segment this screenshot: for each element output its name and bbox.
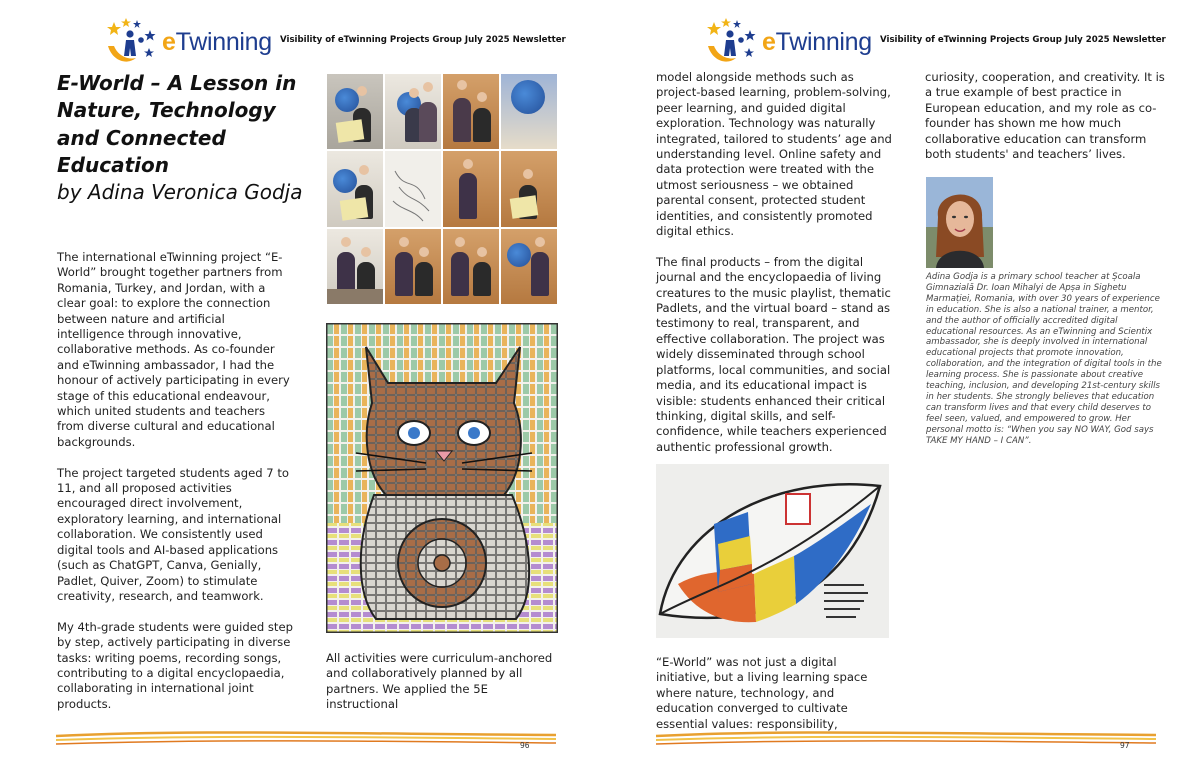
footer-wave-icon — [656, 727, 1156, 751]
logo-wordmark: eTwinning — [762, 28, 872, 56]
paragraph: The final products – from the digital journal and the encyclopaedia of living creatures to the music playlist, thematic Padlets, and the virtual board – stand as testimony to real, transparent, and effective collaboration. The project was widely disseminated through school platforms, local communities, and social media, and its educational impact is visible: students enhanced their critical thinking, digital skills, and self-confidence, while teachers experienced authentic professional growth. — [656, 254, 891, 454]
photo-tile — [443, 229, 499, 304]
paragraph: My 4th-grade students were guided step by step, actively participating in diverse tasks: writing poems, recording songs, contributing to a digital encyclopaedia, collaborating in international joint products. — [57, 619, 293, 711]
newsletter-title: Visibility of eTwinning Projects Group July 2025 Newsletter — [880, 35, 1166, 45]
author-portrait-icon — [926, 177, 993, 268]
photo-tile — [385, 151, 441, 226]
article-title: E-World – A Lesson in Nature, Technology and Connected Education — [57, 71, 297, 177]
paragraph: “E-World” was not just a digital initiative, but a living learning space where nature, technology, and education converged to cultivate essential values: responsibility, — [656, 655, 868, 731]
photo-tile — [385, 74, 441, 149]
page-header — [104, 14, 584, 68]
etwinning-stars-icon — [704, 16, 764, 66]
photo-tile — [327, 229, 383, 304]
photo-tile — [327, 74, 383, 149]
article-heading — [57, 70, 307, 206]
paragraph: The project targeted students aged 7 to 11, and all proposed activities encouraged direct involvement, exploratory learning, and international collaboration. We consistently used digital tools and AI-based applications (such as ChatGPT, Canva, Genially, Padlet, Quiver, Zoom) to stimulate creativity, research, and teamwork. — [57, 465, 289, 603]
logo-wordmark: eTwinning — [162, 28, 272, 56]
flag-globe-drawing — [656, 464, 889, 638]
author-portrait — [926, 177, 993, 268]
left-text-column — [57, 250, 293, 728]
paragraph: model alongside methods such as project-based learning, problem-solving, peer learning, and guided digital exploration. Technology was naturally integrated, tailored to students’ age and understanding level. Online safety and data protection were treated with the utmost seriousness – we obtained parental consent, protected student identities, and consistently promoted digital ethics. — [656, 70, 892, 239]
right-text-column-2 — [925, 70, 1165, 178]
photo-tile — [501, 74, 557, 149]
page-header — [704, 14, 1184, 68]
etwinning-logo — [704, 16, 874, 66]
right-text-column-1 — [656, 70, 892, 471]
newsletter-title: Visibility of eTwinning Projects Group July 2025 Newsletter — [280, 35, 566, 45]
cat-mosaic-drawing — [326, 323, 558, 633]
paragraph: curiosity, cooperation, and creativity. It is a true example of best practice in European education, and my role as co-founder has shown me how much collaborative education can transform both students' and teachers’ lives. — [925, 70, 1165, 162]
photo-tile — [443, 74, 499, 149]
photo-tile — [501, 151, 557, 226]
photo-tile — [443, 151, 499, 226]
photo-tile — [327, 151, 383, 226]
article-byline: by Adina Veronica Godja — [57, 180, 303, 205]
drawing-sketch-icon — [385, 151, 440, 225]
photo-collage — [327, 74, 557, 304]
photo-tile — [385, 229, 441, 304]
page-number: 96 — [520, 741, 530, 750]
etwinning-logo — [104, 16, 274, 66]
middle-text-column — [326, 651, 562, 728]
photo-tile — [501, 229, 557, 304]
cat-mosaic-icon — [326, 323, 558, 633]
footer-wave-icon — [56, 727, 556, 751]
paragraph: All activities were curriculum-anchored and collaboratively planned by all partners. We applied the 5E instructional — [326, 651, 553, 712]
author-bio: Adina Godja is a primary school teacher at Școala Gimnazială Dr. Ioan Mihalyi de Apșa in Sighetu Marmației, Romania, with over 30 years of experience in education. She is also a national trainer, a mentor, and the author of officially accredited digital educational resources. As an eTwinning and Scientix ambassador, she is deeply involved in international educational projects that promote innovation, collaboration, and the integration of digital tools in the learning process. She is passionate about creative teaching, inclusion, and developing 21st-century skills in her students. She strongly believes that education can transform lives and that every child deserves to feel seen, valued, and empowered to grow. Her personal motto is: “When you say NO WAY, God says TAKE MY HAND – I CAN”. — [926, 272, 1162, 446]
flag-globe-icon — [656, 464, 889, 638]
paragraph: The international eTwinning project “E-World” brought together partners from Romania, Turkey, and Jordan, with a clear goal: to explore the connection between nature and artificial intelligence through innovative, collaborative methods. As co-founder and eTwinning ambassador, I had the honour of actively participating in every stage of this educational endeavour, which united students and teachers from diverse cultural and educational backgrounds. — [57, 250, 290, 449]
etwinning-stars-icon — [104, 16, 164, 66]
page-number: 97 — [1120, 741, 1130, 750]
